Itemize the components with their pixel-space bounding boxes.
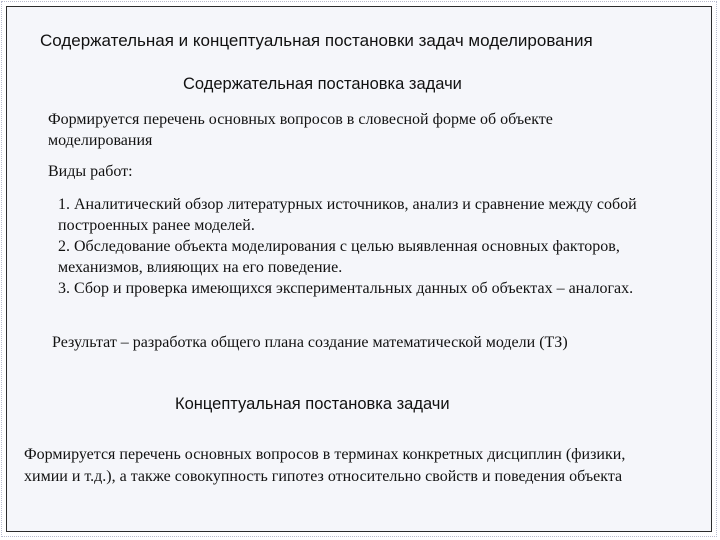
section1-intro: Формируется перечень основных вопросов в словесной форме об объекте моделирования — [48, 111, 553, 149]
works-item-3: 3. Сбор и проверка имеющихся экспериментальных данных об объектах – аналогах. — [58, 280, 634, 297]
slide-title: Содержательная и концептуальная постановки задач моделирования — [40, 31, 593, 50]
works-list — [58, 194, 678, 299]
section1-result: Результат – разработка общего плана создание математической модели (ТЗ) — [52, 334, 568, 351]
section2-text: Формируется перечень основных вопросов в терминах конкретных дисциплин (физики, химии и т.д.), а также совокупность гипотез относительно свойств и поведения объекта — [24, 446, 626, 485]
works-item-2: 2. Обследование объекта моделирования с целью выявленная основных факторов, механизмов, влияющих на его поведение. — [58, 238, 620, 276]
works-item-1: 1. Аналитический обзор литературных источников, анализ и сравнение между собой построенных ранее моделей. — [58, 196, 637, 234]
section1-heading: Содержательная постановка задачи — [183, 75, 462, 93]
slide — [6, 6, 712, 532]
section2-heading: Концептуальная постановка задачи — [175, 395, 450, 413]
works-label: Виды работ: — [48, 163, 133, 180]
